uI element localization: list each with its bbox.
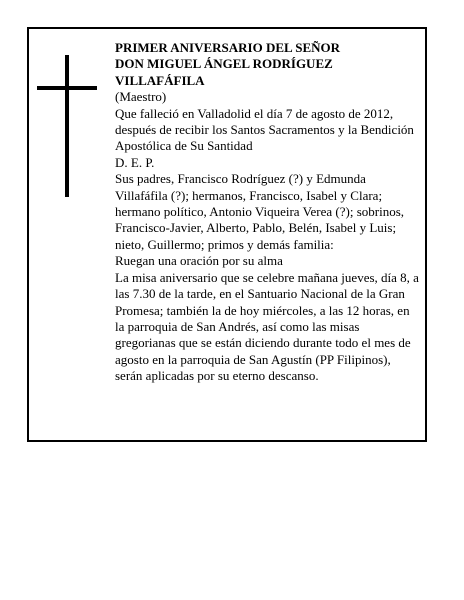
mass-details: La misa aniversario que se celebre mañana jueves, día 8, a las 7.30 de la tarde, en el Santuario Nacional de la Gran Promesa; también la de hoy miércoles, a las 12 horas, en la parroquia de San Andrés, así como las misas gregorianas que se están diciendo durante todo el mes de agosto en la parroquia de San Agustín (PP Filipinos), serán aplicadas por su eterno descanso. xyxy=(115,269,419,384)
prayer-request: Ruegan una oración por su alma xyxy=(115,253,283,269)
death-statement: Que falleció en Valladolid el día 7 de agosto de 2012, después de recibir los Santos Sacramentos y la Bendición Apostólica de Su Santidad xyxy=(115,105,414,154)
cross-vertical-bar xyxy=(65,55,69,197)
title-line-3: VILLAFÁFILA xyxy=(115,72,205,88)
family-list: Sus padres, Francisco Rodríguez (?) y Edmunda Villafáfila (?); hermanos, Francisco, Isabel y Clara; hermano político, Antonio Viqueira Verea (?); sobrinos, Francisco-Javier, Alberto, Pablo, Belén, Isabel y Luis; nieto, Guillermo; primos y demás familia: xyxy=(115,171,405,252)
title-line-1: PRIMER ANIVERSARIO DEL SEÑOR xyxy=(115,40,341,55)
cross-horizontal-bar xyxy=(37,86,97,90)
notice-text xyxy=(115,40,420,385)
rip-abbreviation: D. E. P. xyxy=(115,154,155,170)
profession: (Maestro) xyxy=(115,89,167,105)
title-line-2: DON MIGUEL ÁNGEL RODRÍGUEZ xyxy=(115,56,333,72)
